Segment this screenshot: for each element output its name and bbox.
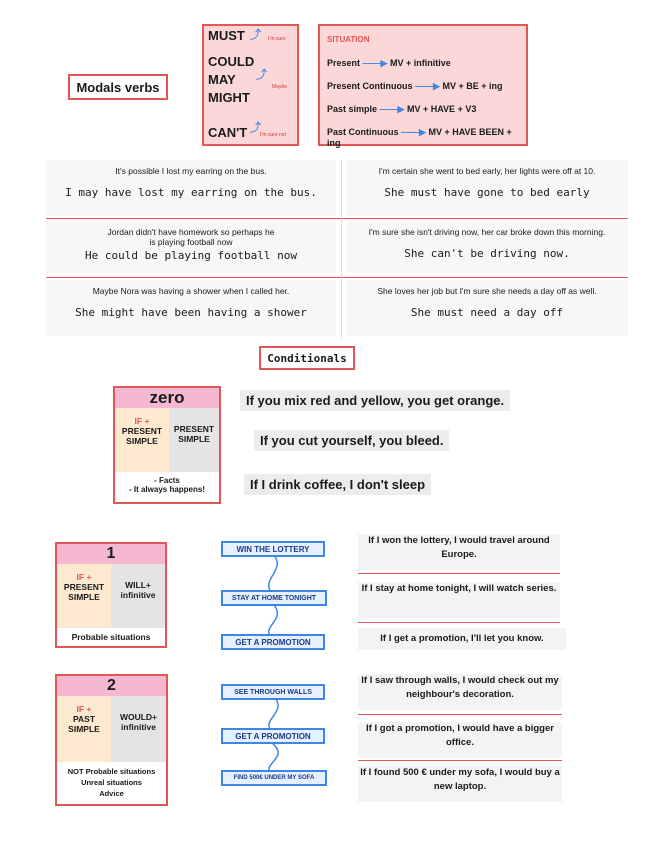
zero-example: If I drink coffee, I don't sleep [244,474,431,495]
first-sentence: If I stay at home tonight, I will watch series. [358,582,560,618]
first-note: Probable situations [71,632,151,642]
zero-if: IF + [134,416,150,426]
example-answer: I may have lost my earring on the bus. [65,186,317,199]
divider [341,160,342,338]
situation-rule: MV + infinitive [389,58,451,68]
modal-list [202,24,299,146]
example-question: I'm certain she went to bed early, her lights were off at 10. [378,166,596,176]
zero-right-cell [169,408,219,472]
example-question: I'm sure she isn't driving now, her car broke down this morning. [368,227,606,237]
example-answer: She must have gone to bed early [384,186,590,199]
example-cell [346,160,628,216]
example-cell [46,160,336,216]
divider [358,760,562,761]
situation-row [327,104,476,115]
situation-rule: MV + HAVE + V3 [406,104,477,114]
zero-if-cell [115,408,169,472]
second-conditional-box [55,674,168,806]
connector-line [269,696,278,732]
zero-right: PRESENT SIMPLE [173,424,215,444]
first-shape: WIN THE LOTTERY [221,541,325,557]
must-note: I'm sure [268,36,286,42]
divider [46,218,628,219]
connector-line [269,554,278,594]
situation-row [327,58,451,69]
second-note: NOT Probable situations [67,767,156,776]
zero-note: - Facts [154,476,180,485]
situation-label: Past Continuous [327,127,399,137]
second-shape: GET A PROMOTION [221,728,325,744]
first-if-cell [57,564,111,628]
example-question: She loves her job but I'm sure she needs a day off as well. [377,286,597,296]
example-answer: She can't be driving now. [404,247,570,260]
zero-conditional-box [113,386,221,504]
example-question: Jordan didn't have homework so perhaps he is playing football now [107,227,275,247]
situation-rule: MV + HAVE BEEN + ing [327,127,512,148]
example-cell [346,221,628,273]
zero-notes [115,476,219,494]
second-notes [57,766,166,799]
zero-example: If you mix red and yellow, you get orange. [240,390,510,411]
cant-note: I'm sure not [260,132,286,138]
first-left: PRESENT SIMPLE [63,582,105,602]
arrow-icon: ——▶ [379,104,407,114]
situation-row [327,127,526,148]
modal-examples-grid [46,160,628,338]
example-cell [346,280,628,336]
modal-could: COULD [208,54,255,69]
arrow-icon: ——▶ [362,58,390,68]
situation-label: Present Continuous [327,81,413,91]
situation-label: Present [327,58,361,68]
second-sentence: If I found 500 € under my sofa, I would buy a new laptop. [358,766,562,802]
modal-might: MIGHT [208,90,250,105]
arrow-icon: ——▶ [415,81,443,91]
second-shape: SEE THROUGH WALLS [221,684,325,700]
arrow-icon: ⤴ [256,69,267,81]
second-right: WOULD+ infinitive [119,712,158,732]
modal-may: MAY [208,72,236,87]
arrow-icon: ⤴ [250,29,261,41]
example-cell [46,221,336,273]
divider [358,714,562,715]
may-note: Maybe [272,84,288,90]
second-if: IF + [76,704,92,714]
conditionals-title: Conditionals [259,346,355,370]
zero-left: PRESENT SIMPLE [121,426,163,446]
example-answer: She must need a day off [410,306,564,319]
zero-head: zero [115,388,219,408]
first-sentence: If I get a promotion, I'll let you know. [358,628,566,650]
example-cell [46,280,336,336]
first-sentence: If I won the lottery, I would travel around Europe. [358,534,560,570]
second-sentence: If I got a promotion, I would have a bigger office. [358,722,562,758]
second-shape: FIND 500€ UNDER MY SOFA [221,770,327,786]
divider [358,573,560,574]
second-note: Unreal situations [81,778,142,787]
zero-note: - It always happens! [128,485,206,494]
situation-rule: MV + BE + ing [442,81,503,91]
first-right-cell [111,564,165,628]
first-if: IF + [76,572,92,582]
arrow-icon: ——▶ [401,127,426,137]
first-right: WILL+ infinitive [120,580,156,600]
situation-heading: SITUATION [327,35,370,44]
second-if-cell [57,696,111,762]
arrow-icon: ⤴ [250,122,261,134]
second-sentence: If I saw through walls, I would check out my neighbour's decoration. [358,674,562,710]
first-shape: STAY AT HOME TONIGHT [221,590,327,606]
second-right-cell [111,696,166,762]
modals-title: Modals verbs [68,74,168,100]
divider [358,622,560,623]
second-left: PAST SIMPLE [68,714,100,734]
situation-box [318,24,528,146]
situation-row [327,81,502,92]
first-head: 1 [57,544,165,564]
modal-must: MUST [208,28,245,43]
modal-cant: CAN'T [208,125,248,140]
divider [46,277,628,278]
example-answer: He could be playing football now [85,249,297,262]
first-shape: GET A PROMOTION [221,634,325,650]
example-question: It's possible I lost my earring on the bus. [115,166,267,176]
situation-label: Past simple [327,104,378,114]
example-question: Maybe Nora was having a shower when I called her. [92,286,290,296]
second-note: Advice [99,789,124,798]
second-head: 2 [57,676,166,696]
connector-line [269,604,278,638]
first-conditional-box [55,542,167,648]
example-answer: She might have been having a shower [75,306,307,319]
zero-example: If you cut yourself, you bleed. [254,430,449,451]
